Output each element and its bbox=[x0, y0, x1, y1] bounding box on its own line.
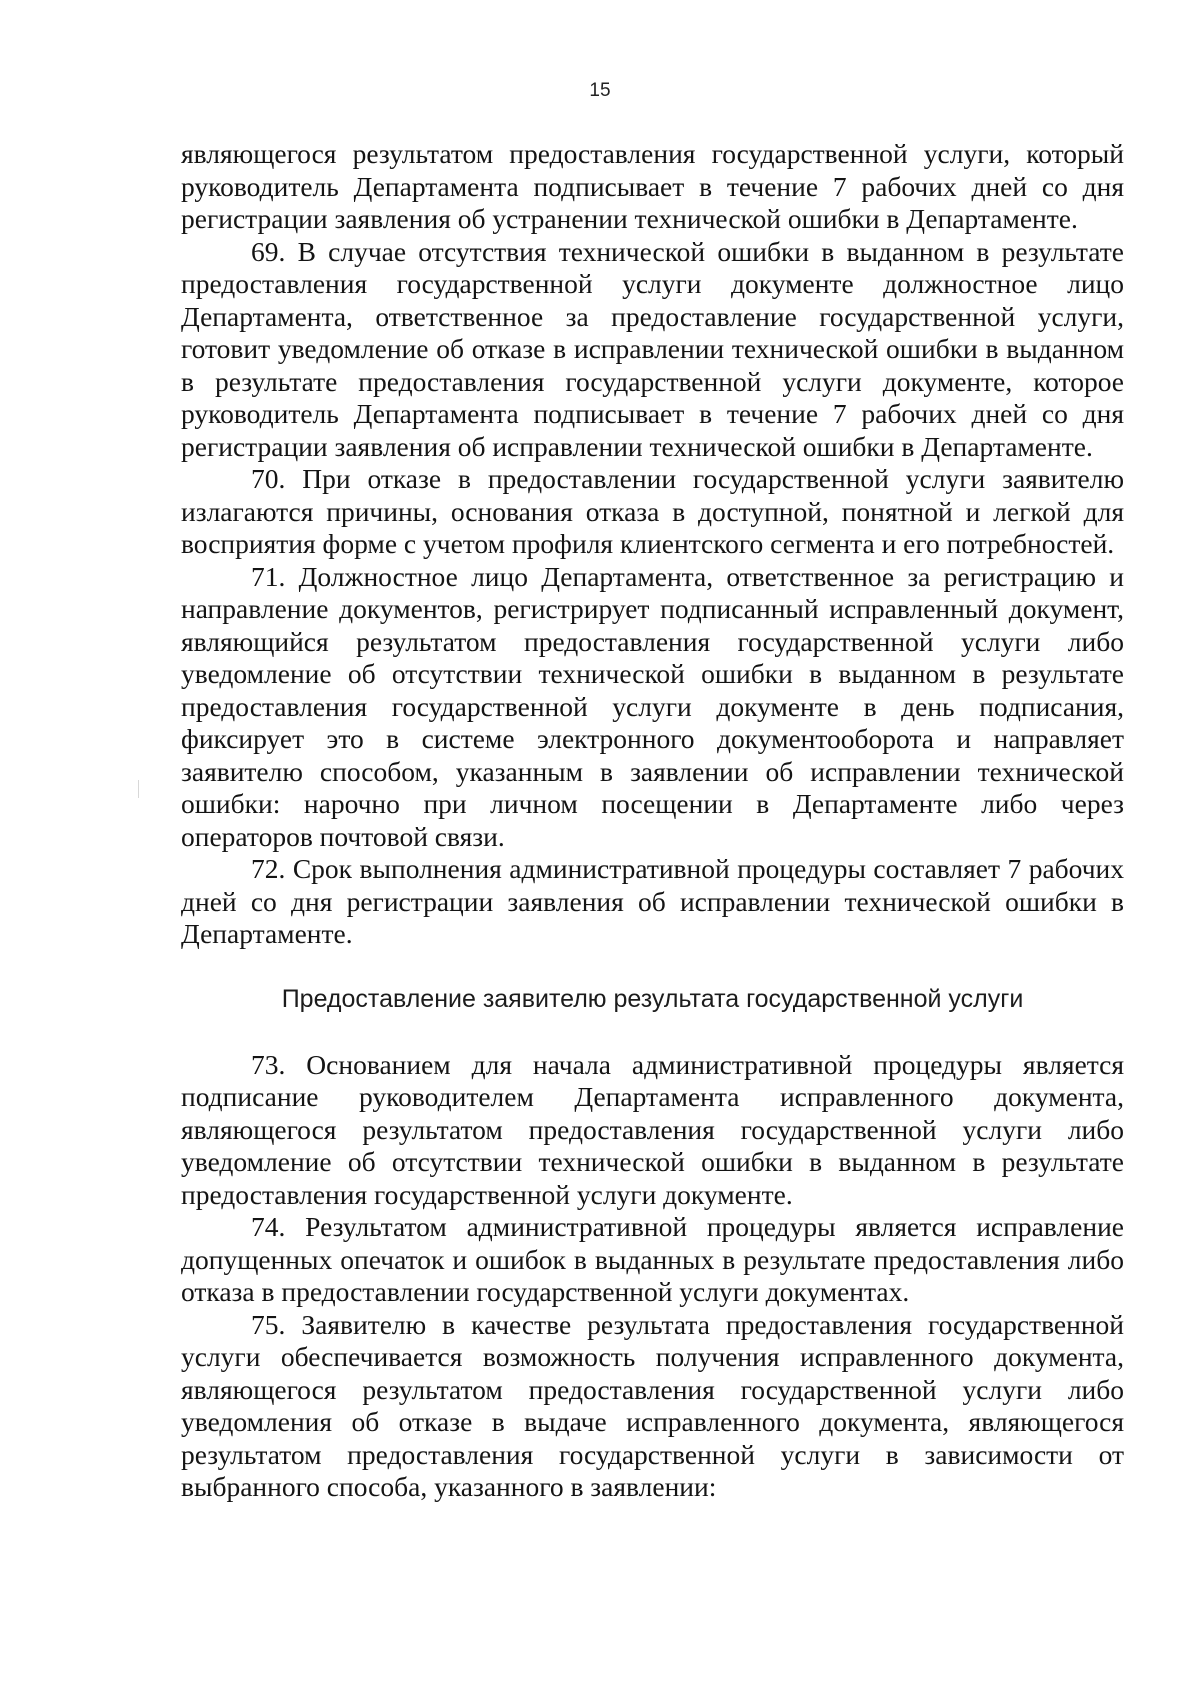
paragraph-70: 70. При отказе в предоставлении государственной услуги заявителю излагаются причины, основания отказа в доступной, понятной и легкой для восприятия форме с учетом профиля клиентского сегмента и его потребностей. bbox=[181, 463, 1124, 559]
paragraph-75: 75. Заявителю в качестве результата предоставления государственной услуги обеспечивается возможность получения исправленного документа, являющегося результатом предоставления государственной услуги либо уведомления об отказе в выдаче исправленного документа, являющегося результатом предоставления государственной услуги в зависимости от выбранного способа, указанного в заявлении: bbox=[181, 1308, 1124, 1502]
paragraph-73: 73. Основанием для начала административной процедуры является подписание руководителем Департамента исправленного документа, являющегося результатом предоставления государственной услуги либо уведомление об отсутствии технической ошибки в выданном в результате предоставления государственной услуги документе. bbox=[181, 1048, 1124, 1210]
paragraph-continuation: являющегося результатом предоставления государственной услуги, который руководитель Департамента подписывает в течение 7 рабочих дней со дня регистрации заявления об устранении технической ошибки в Департаменте. bbox=[181, 138, 1124, 234]
document-body bbox=[181, 138, 1124, 1504]
margin-scan-mark bbox=[138, 780, 139, 798]
page-number: 15 bbox=[589, 80, 611, 101]
paragraph-71: 71. Должностное лицо Департамента, ответственное за регистрацию и направление документов, регистрирует подписанный исправленный документ, являющийся результатом предоставления государственной услуги либо уведомление об отсутствии технической ошибки в выданном в результате предоставления государственной услуги документе в день подписания, фиксирует это в системе электронного документооборота и направляет заявителю способом, указанным в заявлении об исправлении технической ошибки: нарочно при личном посещении в Департаменте либо через операторов почтовой связи. bbox=[181, 560, 1124, 852]
section-heading: Предоставление заявителю результата государственной услуги bbox=[281, 984, 1024, 1013]
paragraph-74: 74. Результатом административной процедуры является исправление допущенных опечаток и ошибок в выданных в результате предоставления либо отказа в предоставлении государственной услуги документах. bbox=[181, 1211, 1124, 1307]
paragraph-72: 72. Срок выполнения административной процедуры составляет 7 рабочих дней со дня регистрации заявления об исправлении технической ошибки в Департаменте. bbox=[181, 853, 1124, 949]
paragraph-69: 69. В случае отсутствия технической ошибки в выданном в результате предоставления государственной услуги документе должностное лицо Департамента, ответственное за предоставление государственной услуги, готовит уведомление об отказе в исправлении технической ошибки в выданном в результате предоставления государственной услуги документе, которое руководитель Департамента подписывает в течение 7 рабочих дней со дня регистрации заявления об исправлении технической ошибки в Департаменте. bbox=[181, 235, 1124, 462]
